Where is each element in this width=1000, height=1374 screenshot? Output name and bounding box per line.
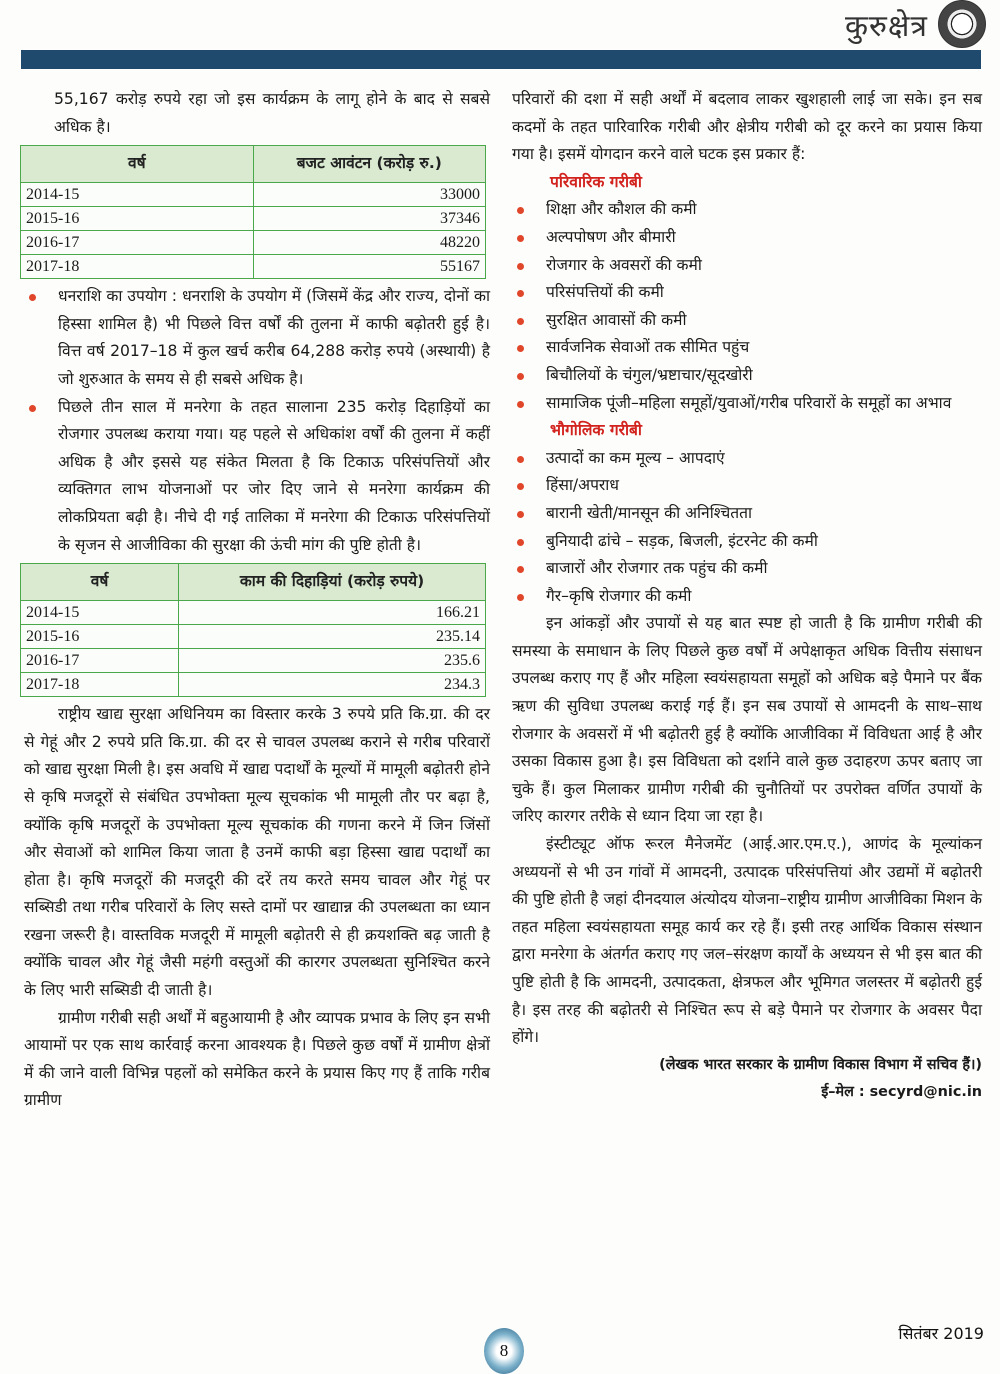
list-item: सार्वजनिक सेवाओं तक सीमित पहुंच xyxy=(512,334,982,362)
cell-value: 235.14 xyxy=(179,625,486,649)
header-bar xyxy=(21,50,981,69)
cell-year: 2015-16 xyxy=(21,207,254,231)
issue-date: सितंबर 2019 xyxy=(898,1324,984,1343)
cell-value: 33000 xyxy=(253,183,486,207)
cell-year: 2014-15 xyxy=(21,601,179,625)
list-item: बिचौलियों के चंगुल/भ्रष्टाचार/सूदखोरी xyxy=(512,362,982,390)
list-item: शिक्षा और कौशल की कमी xyxy=(512,196,982,224)
right-column xyxy=(512,86,982,1107)
emblem-icon xyxy=(938,0,986,48)
cell-year: 2016-17 xyxy=(21,649,179,673)
table-row xyxy=(21,649,486,673)
table-row xyxy=(21,625,486,649)
list-item: बुनियादी ढांचे – सड़क, बिजली, इंटरनेट की कमी xyxy=(512,528,982,556)
cell-value: 48220 xyxy=(253,231,486,255)
intro-text: 55,167 करोड़ रुपये रहा जो इस कार्यक्रम के लागू होने के बाद से सबसे अधिक है। xyxy=(54,90,490,136)
intro-text: परिवारों की दशा में सही अर्थों में बदलाव लाकर खुशहाली लाई जा सके। इन सब कदमों के तहत पारिवारिक गरीबी और क्षेत्रीय गरीबी को दूर करने का प्रयास किया गया है। इसमें योगदान करने वाले घटक इस प्रकार हैं: xyxy=(512,90,982,164)
cell-value: 166.21 xyxy=(179,601,486,625)
cell-value: 235.6 xyxy=(179,649,486,673)
cell-year: 2016-17 xyxy=(21,231,254,255)
budget-table xyxy=(20,145,486,279)
list-item: बाजारों और रोजगार तक पहुंच की कमी xyxy=(512,555,982,583)
cell-year: 2017-18 xyxy=(21,255,254,279)
table-row xyxy=(21,255,486,279)
list-item: बारानी खेती/मानसून की अनिश्चितता xyxy=(512,500,982,528)
list-item: सामाजिक पूंजी–महिला समूहों/युवाओं/गरीब परिवारों के समूहों का अभाव xyxy=(512,390,982,418)
table-row xyxy=(21,231,486,255)
list-item: रोजगार के अवसरों की कमी xyxy=(512,252,982,280)
list-item: अल्पपोषण और बीमारी xyxy=(512,224,982,252)
list-item: गैर–कृषि रोजगार की कमी xyxy=(512,583,982,611)
table-header-year: वर्ष xyxy=(21,146,254,183)
table-row xyxy=(21,183,486,207)
cell-year: 2017-18 xyxy=(21,673,179,697)
table-header-budget: बजट आवंटन (करोड़ रु.) xyxy=(253,146,486,183)
author-email: ई–मेल : secyrd@nic.in xyxy=(821,1084,982,1101)
paragraph: राष्ट्रीय खाद्य सुरक्षा अधिनियम का विस्तार करके 3 रुपये प्रति कि.ग्रा. की दर से गेहूं और 2 रुपये प्रति कि.ग्रा. की दर से चावल उपलब्ध कराने से गरीब परिवारों को खाद्य सुरक्षा मिली है। इस अवधि में खाद्य पदार्थों के मूल्यों में मामूली बढ़ोतरी होने से कृषि मजदूरों से संबंधित उपभोक्ता मूल्य सूचकांक भी मामूली तौर पर बढ़ा है, क्योंकि कृषि मजदूरों के उपभोक्ता मूल्य सूचकांक की गणना करने में जिन जिंसों और सेवाओं को शामिल किया जाता है उनमें काफी बड़ा हिस्सा खाद्य पदार्थों का होता है। कृषि मजदूरों की मजदूरी की दरें तय करते समय चावल और गेहूं पर सब्सिडी तथा गरीब परिवारों के लिए सस्ते दामों पर खाद्यान्न की उपलब्धता का ध्यान रखना जरूरी है। वास्तविक मजदूरी में मामूली बढ़ोतरी से ही क्रयशक्ति बढ़ जाती है क्योंकि चावल और गेहूं जैसी महंगी वस्तुओं की कारगर उपलब्धता सुनिश्चित करने के लिए भारी सब्सिडी दी जाती है। xyxy=(24,705,490,1000)
left-column xyxy=(24,86,490,1115)
list-item: सुरक्षित आवासों की कमी xyxy=(512,307,982,335)
workdays-table xyxy=(20,563,486,697)
cell-value: 55167 xyxy=(253,255,486,279)
paragraph: इन आंकड़ों और उपायों से यह बात स्पष्ट हो जाती है कि ग्रामीण गरीबी की समस्या के समाधान के लिए पिछले कुछ वर्षों में अपेक्षाकृत अधिक वित्तीय संसाधन उपलब्ध कराए गए हैं और महिला स्वयंसहायता समूहों को अधिक बड़े पैमाने पर बैंक ऋण की सुविधा उपलब्ध कराई गई हैं। इन सब उपायों से आमदनी के साथ–साथ रोजगार के अवसरों में भी बढ़ोतरी हुई है क्योंकि आजीविका में विविधता आई है और उसका विकास हुआ है। इस विविधता को दर्शाने वाले कुछ उदाहरण ऊपर बताए जा चुके हैं। कुल मिलाकर ग्रामीण गरीबी की चुनौतियों पर उपरोक्त वर्णित उपायों के जरिए कारगर तरीके से ध्यान दिया जा रहा है। xyxy=(512,614,982,826)
table-header-workdays: काम की दिहाड़ियां (करोड़ रुपये) xyxy=(179,564,486,601)
table-header-year: वर्ष xyxy=(21,564,179,601)
subheading-geographic-poverty: भौगोलिक गरीबी xyxy=(550,421,642,440)
cell-value: 234.3 xyxy=(179,673,486,697)
cell-value: 37346 xyxy=(253,207,486,231)
list-item: परिसंपत्तियों की कमी xyxy=(512,279,982,307)
cell-year: 2015-16 xyxy=(21,625,179,649)
list-item: उत्पादों का कम मूल्य – आपदाएं xyxy=(512,445,982,473)
list-item: हिंसा/अपराध xyxy=(512,472,982,500)
bullet-item: धनराशि का उपयोग : धनराशि के उपयोग में (जिसमें केंद्र और राज्य, दोनों का हिस्सा शामिल है) भी पिछले वित्त वर्षों की तुलना में काफी बढ़ोतरी हुई है। वित्त वर्ष 2017–18 में कुल खर्च करीब 64,288 करोड़ रुपये (अस्थायी) है जो शुरुआत के समय से ही सबसे अधिक है। xyxy=(24,283,490,393)
page-number-badge: 8 xyxy=(484,1328,524,1374)
subheading-household-poverty: परिवारिक गरीबी xyxy=(550,172,642,191)
table-row xyxy=(21,673,486,697)
magazine-logo: कुरुक्षेत्र xyxy=(844,9,928,44)
paragraph: ग्रामीण गरीबी सही अर्थों में बहुआयामी है और व्यापक प्रभाव के लिए इन सभी आयामों पर एक साथ कार्रवाई करना आवश्यक है। पिछले कुछ वर्षों में ग्रामीण क्षेत्रों में की जाने वाली विभिन्न पहलों को समेकित करने के प्रयास किए गए हैं ताकि गरीब ग्रामीण xyxy=(24,1008,490,1110)
table-row xyxy=(21,601,486,625)
cell-year: 2014-15 xyxy=(21,183,254,207)
bullet-item: पिछले तीन साल में मनरेगा के तहत सालाना 235 करोड़ दिहाड़ियों का रोजगार उपलब्ध कराया गया। यह पहले से अधिकांश वर्षों की तुलना में कहीं अधिक है और इससे यह संकेत मिलता है कि टिकाऊ परिसंपत्तियों और व्यक्तिगत लाभ योजनाओं पर जोर दिए जाने से मनरेगा कार्यक्रम की लोकप्रियता बढ़ी है। नीचे दी गई तालिका में मनरेगा की टिकाऊ परिसंपत्तियों के सृजन से आजीविका की सुरक्षा की ऊंची मांग की पुष्टि होती है। xyxy=(24,394,490,560)
author-note: (लेखक भारत सरकार के ग्रामीण विकास विभाग में सचिव हैं।) xyxy=(659,1056,982,1073)
table-row xyxy=(21,207,486,231)
paragraph: इंस्टीट्यूट ऑफ रूरल मैनेजमेंट (आई.आर.एम.ए.), आणंद के मूल्यांकन अध्ययनों से भी उन गांवों में आमदनी, उत्पादक परिसंपत्तियां और उद्यमों में बढ़ोतरी की पुष्टि होती है जहां दीनदयाल अंत्योदय योजना–राष्ट्रीय ग्रामीण आजीविका मिशन के तहत महिला स्वयंसहायता समूह कार्य कर रहे हैं। इसी तरह आर्थिक विकास संस्थान द्वारा मनरेगा के अंतर्गत कराए गए जल–संरक्षण कार्यों के अध्ययन से भी इस बात की पुष्टि होती है कि आमदनी, उत्पादकता, क्षेत्रफल और भूमिगत जलस्तर में बढ़ोतरी हुई है। इस तरह की बढ़ोतरी से निश्चित रूप से बड़े पैमाने पर रोजगार के अवसर पैदा होंगे। xyxy=(512,835,982,1047)
